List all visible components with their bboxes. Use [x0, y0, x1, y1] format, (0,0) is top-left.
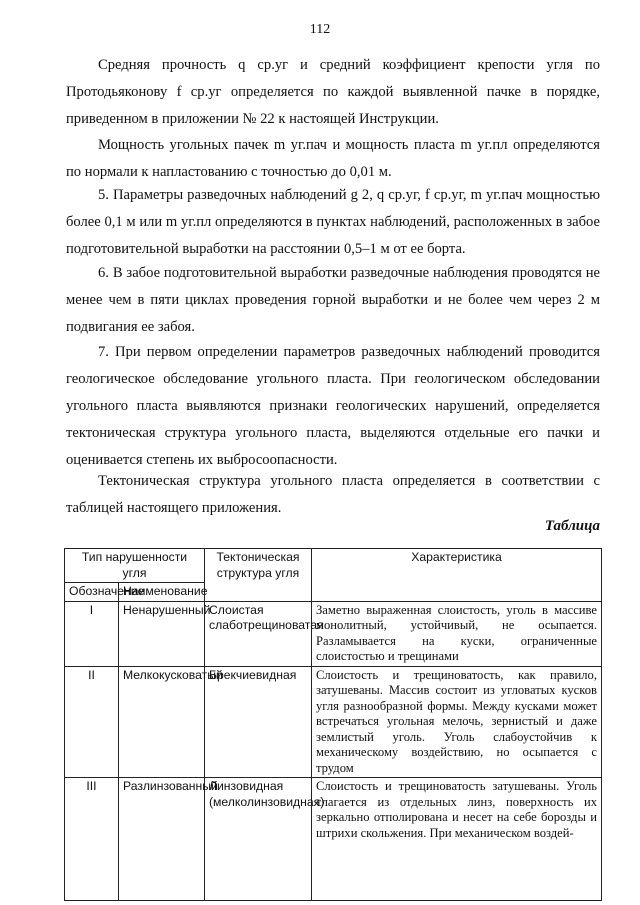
row-code: II — [65, 666, 119, 778]
row-name: Мелкокусковатый — [119, 666, 205, 778]
header-characteristic: Характеристика — [312, 549, 602, 602]
row-structure: Слоистая слаботрещиноватая — [205, 601, 312, 666]
row-description: Слоистость и трещиноватость затушеваны. Уголь слагается из отдельных линз, поверхность их зеркально отполирована и несет на себе борозды и штрихи скольжения. При механическом воздей- — [312, 778, 602, 901]
header-code: Обозначение — [65, 583, 119, 602]
paragraph-item-6: 6. В забое подготовительной выработки разведочные наблюдения проводятся не менее чем в пяти циклах проведения горной выработки и не более чем через 2 м подвигания ее забоя. — [66, 265, 600, 335]
row-description: Слоистость и трещиноватость, как правило, затушеваны. Массив состоит из угловатых кусков угля разнообразной формы. Между кусками может встречаться угольная мелочь, зернистый и даже землистый уголь. Уголь слабоустойчив к механическому воздействию, но осыпается с трудом — [312, 666, 602, 778]
table-label: Таблица — [544, 518, 600, 534]
row-structure: Линзовидная (мелколинзовидная) — [205, 778, 312, 901]
table-row — [65, 666, 602, 778]
row-structure: Брекчиевидная — [205, 666, 312, 778]
header-name: Наименование — [119, 583, 205, 602]
row-name: Разлинзованный — [119, 778, 205, 901]
row-code: I — [65, 601, 119, 666]
paragraph-item-7: 7. При первом определении параметров разведочных наблюдений проводится геологическое обследование угольного пласта. При геологическом обследовании угольного пласта выявляются признаки геологических нарушений, определяется тектоническая структура угольного пласта, выделяются отдельные его пачки и оценивается степень их выбросоопасности. — [66, 344, 600, 468]
paragraph-thickness: Мощность угольных пачек m уг.пач и мощность пласта m уг.пл определяются по нормали к напластованию с точностью до 0,01 м. — [66, 137, 600, 180]
page-number: 112 — [309, 22, 331, 37]
row-code: III — [65, 778, 119, 901]
paragraph-item-5: 5. Параметры разведочных наблюдений g 2, q ср.уг, f ср.уг, m уг.пач мощностью более 0,1 м или m уг.пл определяются в пунктах наблюдений, расположенных в забое подготовительной выработки на расстоянии 0,5–1 м от ее борта. — [66, 187, 600, 257]
header-structure: Тектоническая структура угля — [205, 549, 312, 602]
table-row — [65, 601, 602, 666]
row-description: Заметно выраженная слоистость, уголь в массиве монолитный, устойчивый, не осыпается. Разламывается на куски, ограниченные слоистостью и трещинами — [312, 601, 602, 666]
coal-structure-table — [64, 548, 602, 901]
table-row — [65, 778, 602, 901]
paragraph-strength: Средняя прочность q ср.уг и средний коэффициент крепости угля по Протодьяконову f ср.уг определяется по каждой выявленной пачке в порядке, приведенном в приложении № 22 к настоящей Инструкции. — [66, 57, 600, 127]
paragraph-tectonic: Тектоническая структура угольного пласта определяется в соответствии с таблицей настоящего приложения. — [66, 473, 600, 516]
header-damage-type: Тип нарушенности угля — [65, 549, 205, 583]
row-name: Ненарушенный — [119, 601, 205, 666]
